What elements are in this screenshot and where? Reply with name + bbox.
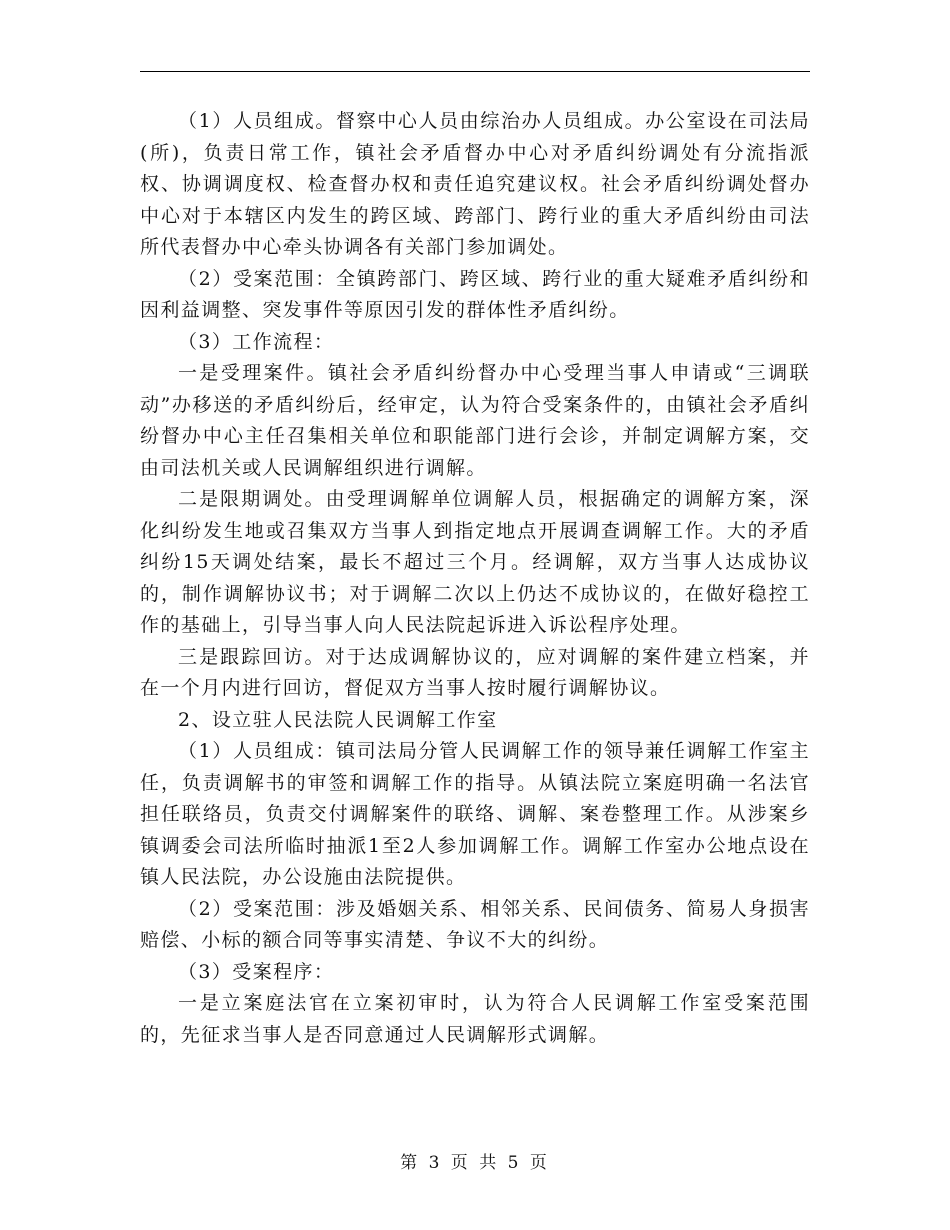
paragraph: 一是受理案件。镇社会矛盾纠纷督办中心受理当事人申请或“三调联动”办移送的矛盾纠纷后，经审定，认为符合受案条件的，由镇社会矛盾纠纷督办中心主任召集相关单位和职能部门进行会诊，并制定调解方案，交由司法机关或人民调解组织进行调解。 (140, 362, 810, 479)
paragraph: （2）受案范围：全镇跨部门、跨区域、跨行业的重大疑难矛盾纠纷和因利益调整、突发事件等原因引发的群体性矛盾纠纷。 (140, 267, 810, 321)
document-body (140, 106, 810, 1051)
paragraph: （3）工作流程： (178, 330, 335, 353)
section-heading: 2、设立驻人民法院人民调解工作室 (178, 708, 498, 731)
header-rule (140, 71, 810, 72)
page-number: 第 3 页 共 5 页 (400, 1153, 550, 1173)
paragraph: （1）人员组成。督察中心人员由综治办人员组成。办公室设在司法局(所)，负责日常工作，镇社会矛盾督办中心对矛盾纠纷调处有分流指派权、协调调度权、检查督办权和责任追究建议权。社会矛盾纠纷调处督办中心对于本辖区内发生的跨区域、跨部门、跨行业的重大矛盾纠纷由司法所代表督办中心牵头协调各有关部门参加调处。 (140, 110, 810, 258)
paragraph: （2）受案范围：涉及婚姻关系、相邻关系、民间债务、简易人身损害赔偿、小标的额合同等事实清楚、争议不大的纠纷。 (140, 897, 810, 951)
paragraph: （3）受案程序： (178, 960, 335, 983)
paragraph: 二是限期调处。由受理调解单位调解人员，根据确定的调解方案，深化纠纷发生地或召集双方当事人到指定地点开展调查调解工作。大的矛盾纠纷15天调处结案，最长不超过三个月。经调解，双方当事人达成协议的，制作调解协议书；对于调解二次以上仍达不成协议的，在做好稳控工作的基础上，引导当事人向人民法院起诉进入诉讼程序处理。 (140, 488, 810, 636)
paragraph: 一是立案庭法官在立案初审时，认为符合人民调解工作室受案范围的，先征求当事人是否同意通过人民调解形式调解。 (140, 992, 810, 1046)
paragraph: （1）人员组成：镇司法局分管人民调解工作的领导兼任调解工作室主任，负责调解书的审签和调解工作的指导。从镇法院立案庭明确一名法官担任联络员，负责交付调解案件的联络、调解、案卷整理工作。从涉案乡镇调委会司法所临时抽派1至2人参加调解工作。调解工作室办公地点设在镇人民法院，办公设施由法院提供。 (140, 740, 810, 888)
paragraph: 三是跟踪回访。对于达成调解协议的，应对调解的案件建立档案，并在一个月内进行回访，督促双方当事人按时履行调解协议。 (140, 645, 810, 699)
